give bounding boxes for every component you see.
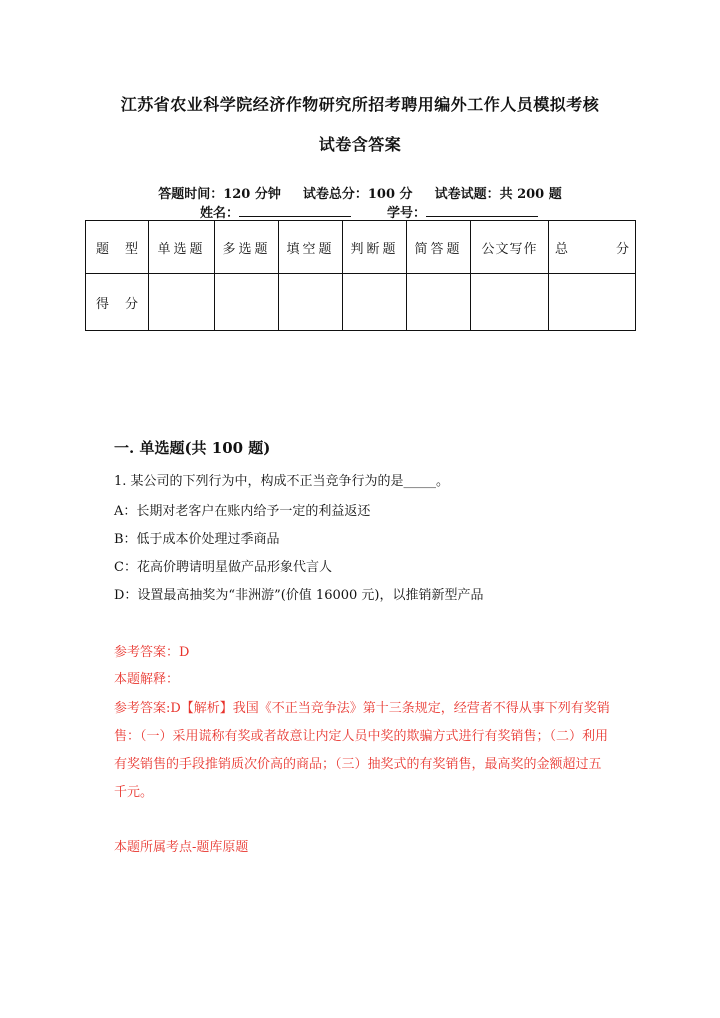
document-title-line1: 江苏省农业科学院经济作物研究所招考聘用编外工作人员模拟考核	[120, 95, 600, 114]
exam-time: 答题时间：120 分钟	[158, 187, 281, 202]
col-true-false: 判断题	[343, 221, 407, 274]
score-table-header-row	[86, 221, 636, 274]
option-a: A：长期对老客户在账内给予一定的利益返还	[114, 504, 371, 519]
id-label: 学号：	[387, 206, 427, 221]
name-label: 姓名：	[200, 206, 240, 221]
answer-line: 参考答案：D	[114, 645, 190, 660]
total-label-cell	[549, 221, 636, 274]
name-blank	[239, 204, 351, 217]
col-multiple-choice: 多选题	[215, 221, 279, 274]
score-label-left: 得	[96, 296, 110, 312]
total-label-right: 分	[615, 241, 629, 257]
score-label-cell	[86, 274, 149, 331]
score-cell-fill-blank	[279, 274, 343, 331]
explanation-text: 参考答案:D【解析】我国《不正当竞争法》第十三条规定，经营者不得从事下列有奖销售：（一）采用谎称有奖或者故意让内定人员中奖的欺骗方式进行有奖销售；（二）利用有奖销售的手段推销质次价高的商品；（三）抽奖式的有奖销售，最高奖的金额超过五千元。	[114, 701, 610, 800]
option-d: D：设置最高抽奖为“非洲游”(价值 16000 元)，以推销新型产品	[114, 588, 484, 603]
score-cell-multiple-choice	[215, 274, 279, 331]
explanation-label: 本题解释：	[114, 672, 180, 687]
topic-line: 本题所属考点-题库原题	[114, 840, 249, 855]
student-info	[200, 202, 538, 221]
exam-question-count: 试卷试题：共 200 题	[434, 187, 562, 202]
exam-meta	[0, 183, 720, 202]
score-table-score-row	[86, 274, 636, 331]
question-stem: 1. 某公司的下列行为中，构成不正当竞争行为的是_____。	[114, 474, 450, 489]
question-type-label-right: 型	[124, 241, 138, 257]
score-table	[85, 220, 636, 331]
score-cell-document-writing	[471, 274, 549, 331]
score-label-right: 分	[124, 296, 138, 312]
option-c: C：花高价聘请明星做产品形象代言人	[114, 560, 332, 575]
col-document-writing: 公文写作	[471, 221, 549, 274]
section-heading: 一. 单选题(共 100 题)	[114, 439, 271, 457]
score-cell-short-answer	[407, 274, 471, 331]
score-cell-true-false	[343, 274, 407, 331]
option-b: B：低于成本价处理过季商品	[114, 532, 280, 547]
total-label-left: 总	[555, 241, 569, 257]
score-cell-total	[549, 274, 636, 331]
score-cell-single-choice	[149, 274, 215, 331]
question-type-label-left: 题	[96, 241, 110, 257]
document-title-line2: 试卷含答案	[318, 135, 402, 154]
exam-total-score: 试卷总分：100 分	[302, 187, 413, 202]
col-short-answer: 简答题	[407, 221, 471, 274]
id-blank	[426, 204, 538, 217]
col-single-choice: 单选题	[149, 221, 215, 274]
col-fill-blank: 填空题	[279, 221, 343, 274]
question-type-label-cell	[86, 221, 149, 274]
